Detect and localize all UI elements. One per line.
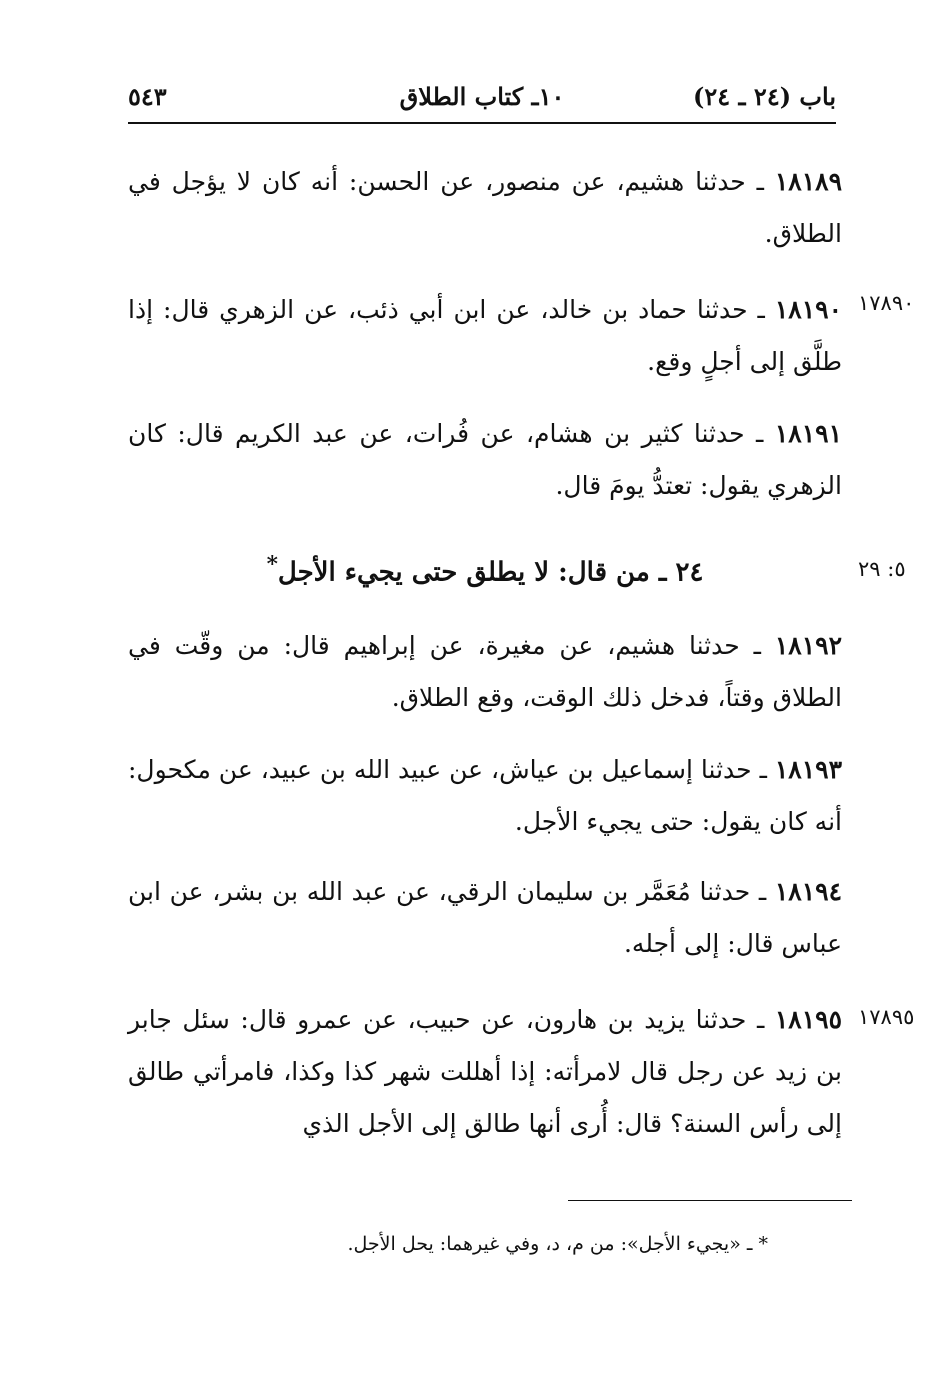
hadith-number: ١٨١٩٠ (774, 295, 842, 324)
hadith-paragraph (128, 408, 842, 512)
margin-cross-reference: ١٧٨٩٠ (858, 291, 915, 315)
footnote: * ـ «يجيء الأجل»: من م، د، وفي غيرهما: يحل الأجل. (347, 1233, 768, 1255)
book-title: ١٠ـ كتاب الطلاق (399, 82, 565, 111)
hadith-paragraph (128, 284, 842, 388)
footnote-rule (568, 1200, 852, 1201)
margin-cross-reference: ١٧٨٩٥ (858, 1005, 915, 1029)
hadith-text: ـ حدثنا حماد بن خالد، عن ابن أبي ذئب، عن الزهري قال: إذا طلَّق إلى أجلٍ وقع. (128, 295, 842, 376)
hadith-paragraph (128, 744, 842, 848)
footnote-marker: * (266, 552, 278, 577)
chapter-heading-text: ٢٤ ـ من قال: لا يطلق حتى يجيء الأجل (277, 557, 704, 588)
hadith-text: ـ حدثنا مُعَمَّر بن سليمان الرقي، عن عبد الله بن بشر، عن ابن عباس قال: إلى أجله. (128, 877, 842, 958)
hadith-text: ـ حدثنا إسماعيل بن عياش، عن عبيد الله بن عبيد، عن مكحول: أنه كان يقول: حتى يجيء الأجل. (128, 755, 842, 836)
hadith-text: ـ حدثنا يزيد بن هارون، عن حبيب، عن عمرو قال: سئل جابر بن زيد عن رجل قال لامرأته: إذا أهللت شهر كذا وكذا، فامرأتي طالق إلى رأس السنة؟ قال: أُرى أنها طالق إلى الأجل الذي (128, 1005, 842, 1138)
chapter-reference: باب (٢٤ ـ ٢٤) (693, 82, 836, 111)
page-number: ٥٤٣ (128, 82, 167, 111)
hadith-paragraph (128, 866, 842, 970)
hadith-number: ١٨١٩٢ (774, 631, 842, 660)
hadith-number: ١٨١٨٩ (774, 167, 843, 196)
chapter-heading (128, 552, 842, 588)
header-rule (128, 122, 836, 124)
running-header (128, 78, 836, 122)
hadith-number: ١٨١٩١ (774, 419, 842, 448)
hadith-paragraph (128, 620, 842, 724)
hadith-text: ـ حدثنا هشيم، عن مغيرة، عن إبراهيم قال: من وقّت في الطلاق وقتاً، فدخل ذلك الوقت، وقع الطلاق. (128, 631, 842, 712)
hadith-paragraph (128, 156, 842, 260)
hadith-text: ـ حدثنا كثير بن هشام، عن فُرات، عن عبد الكريم قال: كان الزهري يقول: تعتدُّ يومَ قال. (128, 419, 842, 500)
hadith-paragraph (128, 994, 842, 1150)
hadith-number: ١٨١٩٣ (774, 755, 842, 784)
hadith-text: ـ حدثنا هشيم، عن منصور، عن الحسن: أنه كان لا يؤجل في الطلاق. (128, 167, 842, 248)
margin-cross-reference: ٥: ٢٩ (858, 557, 906, 581)
hadith-number: ١٨١٩٤ (774, 877, 843, 906)
hadith-number: ١٨١٩٥ (774, 1005, 843, 1034)
